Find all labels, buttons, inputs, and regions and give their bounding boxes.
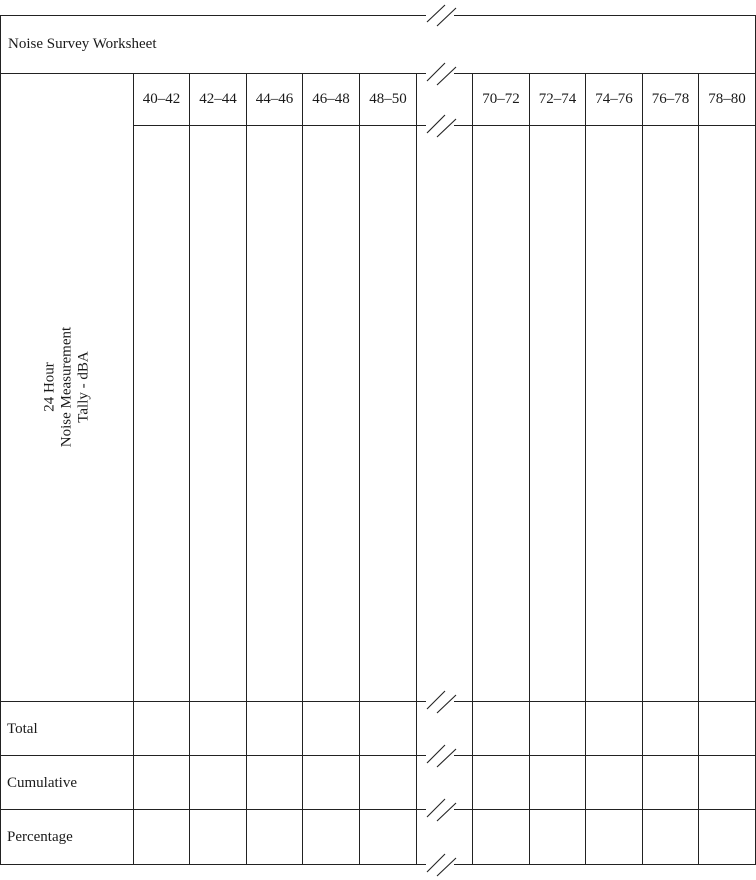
- column-header: 40–42: [142, 91, 181, 107]
- worksheet-title: Noise Survey Worksheet: [8, 36, 157, 52]
- side-label-line: Noise Measurement: [58, 326, 75, 448]
- tally-side-label: [42, 287, 93, 487]
- column-header: 72–74: [538, 91, 577, 107]
- column-header: 76–78: [651, 91, 690, 107]
- side-label-line: 24 Hour: [41, 362, 58, 412]
- side-label-line: Tally - dBA: [75, 351, 92, 423]
- column-header: 48–50: [369, 91, 407, 107]
- column-header: 46–48: [312, 91, 350, 107]
- column-header: 70–72: [482, 91, 520, 107]
- column-header: 78–80: [708, 91, 746, 107]
- column-header: 74–76: [595, 91, 633, 107]
- row-label-cumulative: Cumulative: [7, 775, 77, 791]
- column-header: 44–46: [255, 91, 294, 107]
- column-header: 42–44: [199, 91, 237, 107]
- row-label-total: Total: [7, 721, 38, 737]
- row-label-percentage: Percentage: [7, 829, 73, 845]
